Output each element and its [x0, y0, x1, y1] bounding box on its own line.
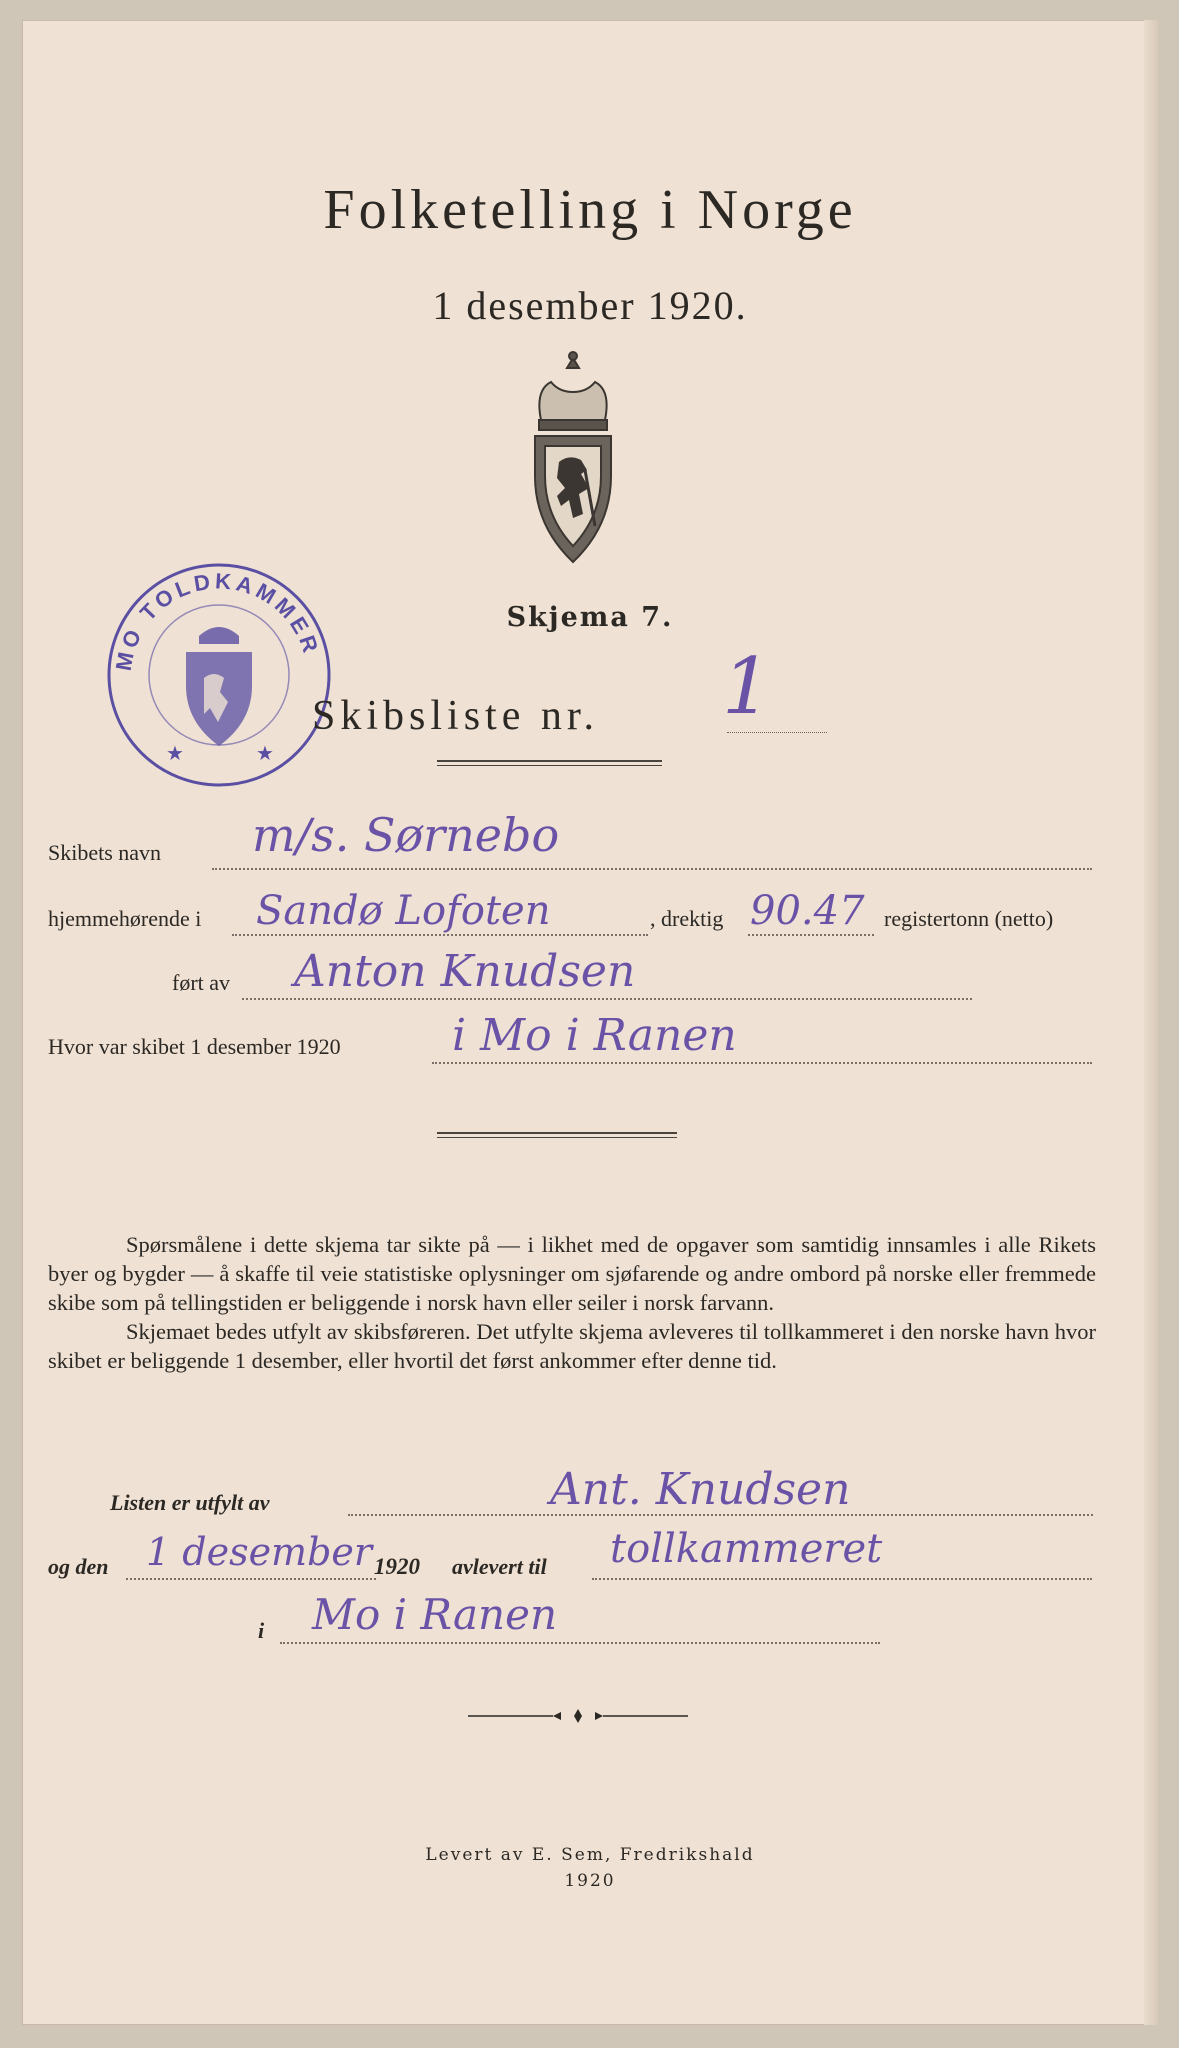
home-port-line [232, 934, 648, 936]
footer [22, 1842, 1158, 1894]
filled-by-label: Listen er utfylt av [110, 1490, 270, 1515]
date-label: og den [48, 1554, 109, 1579]
form-title: Folketelling i Norge [323, 179, 857, 241]
delivered-value: tollkammeret [610, 1526, 883, 1572]
ship-name-label: Skibets navn [48, 840, 162, 865]
instructions-paragraph-1: Spørsmålene i dette skjema tar sikte på — i likhet med de opgaver som samtidig innsamles i alle Rikets byer og bygder — å skaffe til veie statistiske oplysninger om sjøfarende og andre ombord på norske eller fremmede skibe som på tellingstiden er beliggende i norsk havn eller seiler i norsk farvann. [48, 1232, 1096, 1315]
tonnage-unit: registertonn (netto) [884, 906, 1054, 931]
tonnage-line [748, 934, 874, 936]
coat-of-arms-icon [519, 350, 627, 570]
location-line [432, 1062, 1092, 1064]
census-form-page [22, 20, 1158, 2025]
fields-divider [437, 1132, 677, 1138]
delivered-line [592, 1578, 1092, 1580]
location-value: i Mo i Ranen [452, 1010, 737, 1061]
stamp-text: MO TOLDKAMMER [110, 568, 325, 673]
location-label: Hvor var skibet 1 desember 1920 [48, 1034, 341, 1059]
place-value: Mo i Ranen [312, 1590, 558, 1639]
list-number-underline [727, 732, 827, 733]
svg-text:★: ★ [256, 741, 274, 765]
captain-value: Anton Knudsen [294, 946, 636, 997]
date-line [126, 1578, 376, 1580]
tonnage-label: , drektig [650, 906, 724, 931]
title-divider [437, 760, 662, 766]
ship-name-line [212, 868, 1092, 870]
home-port-value: Sandø Lofoten [256, 888, 551, 934]
delivered-label: avlevert til [452, 1554, 547, 1579]
filled-by-value: Ant. Knudsen [550, 1464, 851, 1515]
toldkammer-stamp [104, 560, 334, 790]
ship-list-title: Skibsliste nr. [312, 693, 600, 739]
date-value: 1 desember [146, 1530, 373, 1574]
captain-label: ført av [172, 970, 231, 995]
svg-text:★: ★ [166, 741, 184, 765]
footer-year: 1920 [564, 1871, 616, 1891]
form-date: 1 desember 1920. [432, 283, 748, 328]
ship-list-number: 1 [722, 642, 772, 732]
schema-label: Skjema 7. [506, 602, 674, 633]
year-label: 1920 [374, 1554, 420, 1579]
footer-publisher: Levert av E. Sem, Fredrikshald [425, 1845, 755, 1865]
instructions-paragraph-2: Skjemaet bedes utfylt av skibsføreren. Det utfylte skjema avleveres til tollkammeret i den norske havn hvor skibet er beliggende 1 desember, eller hvortil det først ankommer efter denne tid. [48, 1319, 1096, 1373]
ornament-divider [468, 1706, 688, 1726]
home-port-label: hjemmehørende i [48, 906, 202, 931]
captain-line [242, 998, 972, 1000]
instructions [48, 1230, 1096, 1375]
ship-name-value: m/s. Sørnebo [252, 808, 560, 862]
place-line [280, 1642, 880, 1644]
tonnage-value: 90.47 [750, 888, 865, 934]
place-label: i [258, 1618, 265, 1643]
